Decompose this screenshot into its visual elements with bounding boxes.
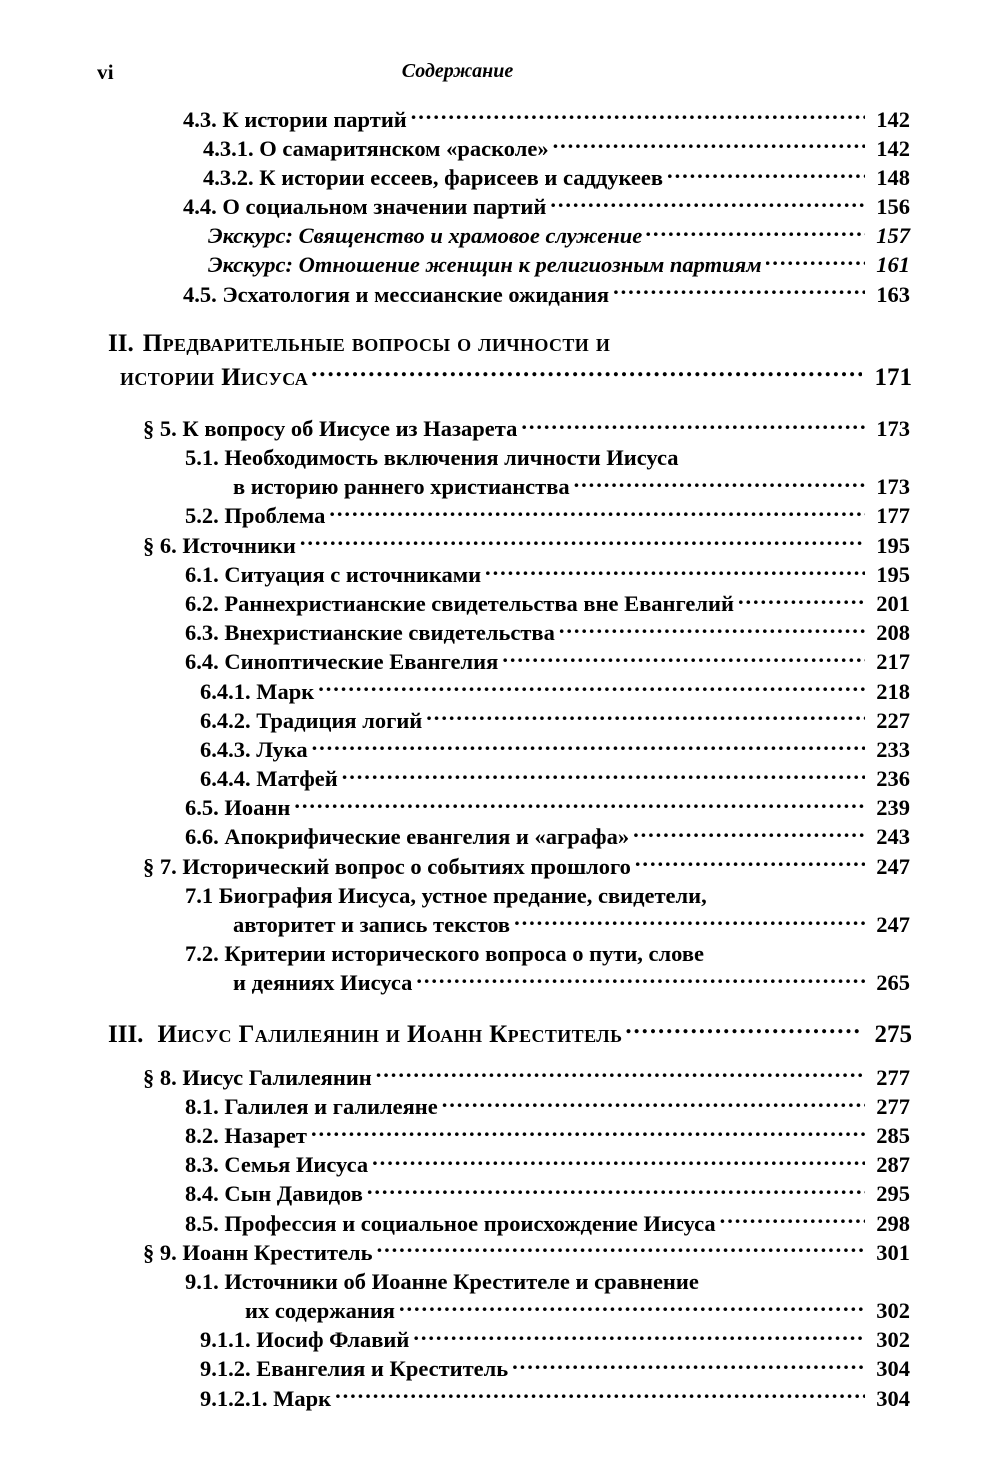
chapter-numeral: II. (108, 330, 134, 358)
toc-entry-page-number: 236 (876, 766, 910, 792)
toc-entry[interactable] (0, 880, 1000, 909)
dot-leader (342, 764, 865, 787)
dot-leader (367, 1179, 865, 1202)
toc-entry-title: 6.4.2. Традиция логий (200, 707, 423, 733)
toc-entry-title: § 7. Исторический вопрос о событиях прошлого (143, 853, 631, 879)
dot-leader (514, 910, 865, 933)
dot-leader (667, 162, 865, 185)
toc-entry-page-number: 142 (876, 135, 910, 161)
toc-entry-page-number: 298 (876, 1210, 910, 1236)
dot-leader (411, 104, 865, 127)
toc-entry-page-number: 218 (876, 678, 910, 704)
toc-entry-title: 6.4.3. Лука (200, 736, 308, 762)
running-title: Содержание (401, 60, 514, 82)
toc-entry-title: 5.1. Необходимость включения личности Иисуса (185, 445, 679, 470)
toc-entry-page-number: 302 (876, 1298, 910, 1324)
toc-entry-title: в историю раннего христианства (233, 474, 570, 500)
toc-entry-title: 8.4. Сын Давидов (185, 1181, 363, 1207)
toc-entry[interactable] (0, 472, 1000, 501)
toc-entry-page-number: 156 (876, 194, 910, 220)
toc-entry-page-number: 277 (876, 1064, 910, 1090)
toc-entry-page-number: 243 (876, 824, 910, 850)
toc-group-chapter-2 (0, 413, 1000, 997)
toc-entry-title: 4.4. О социальном значении партий (183, 194, 547, 220)
toc-entry-title: 4.3.1. О самаритянском «расколе» (203, 135, 549, 161)
dot-leader (318, 676, 865, 699)
toc-entry-page-number: 217 (876, 649, 910, 675)
toc-entry-title: 9.1.2.1. Марк (200, 1385, 332, 1411)
dot-leader (521, 413, 865, 436)
chapter-heading-line-1 (108, 328, 912, 360)
toc-entry[interactable] (0, 588, 1000, 617)
toc-entry-page-number: 265 (876, 970, 910, 996)
dot-leader (426, 705, 865, 728)
chapter-page-number: 171 (874, 364, 912, 392)
spacer (0, 308, 1000, 328)
chapter-numeral: III. (108, 1021, 144, 1049)
toc-entry-title: и деяниях Иисуса (233, 970, 413, 996)
toc-entry[interactable] (0, 705, 1000, 734)
toc-entry-page-number: 208 (876, 620, 910, 646)
dot-leader (738, 588, 865, 611)
dot-leader (416, 968, 865, 991)
toc-entry-page-number: 233 (876, 736, 910, 762)
toc-entry-title: 7.2. Критерии исторического вопроса о пути, слове (185, 941, 704, 967)
toc-entry[interactable] (0, 1266, 1000, 1295)
toc-entry-title: 6.5. Иоанн (185, 795, 291, 821)
toc-entry-page-number: 195 (876, 561, 910, 587)
spacer (0, 1051, 1000, 1062)
dot-leader (300, 530, 865, 553)
toc-entry-page-number: 239 (876, 795, 910, 821)
dot-leader (376, 1062, 865, 1085)
toc-entry[interactable] (0, 413, 1000, 442)
dot-leader (703, 1266, 865, 1289)
toc-entry[interactable] (0, 559, 1000, 588)
toc-entry[interactable] (0, 192, 1000, 221)
dot-leader (613, 279, 865, 302)
toc-entry-title: 4.3. К истории партий (183, 106, 407, 132)
dot-leader (442, 1091, 865, 1114)
toc-entry-title: 6.1. Ситуация с источниками (185, 561, 482, 587)
toc-entry-page-number: 142 (876, 106, 910, 132)
toc-group-chapter-3 (0, 1062, 1000, 1412)
toc-entry-page-number: 163 (876, 281, 910, 307)
dot-leader (550, 192, 865, 215)
dot-leader (312, 734, 865, 757)
chapter-heading-line-2 (108, 360, 912, 394)
toc-entry-title: Экскурс: Священство и храмовое служение (208, 223, 643, 249)
toc-entry-page-number: 157 (876, 223, 910, 249)
toc-entry-title: 4.5. Эсхатология и мессианские ожидания (183, 281, 610, 307)
toc-entry-title: 9.1.1. Иосиф Флавий (200, 1327, 410, 1353)
toc-entry[interactable] (0, 1150, 1000, 1179)
dot-leader (553, 133, 865, 156)
toc-entry[interactable] (0, 1091, 1000, 1120)
toc-entry-page-number: 195 (876, 532, 910, 558)
spacer (0, 997, 1000, 1017)
chapter-heading-ii[interactable] (0, 328, 1000, 394)
toc-entry-title: 6.3. Внехристианские свидетельства (185, 620, 555, 646)
toc-entry-page-number: 287 (876, 1152, 910, 1178)
toc-entry-page-number: 148 (876, 164, 910, 190)
toc-entry-title: 7.1 Биография Иисуса, устное предание, свидетели, (185, 882, 707, 908)
dot-leader (372, 1150, 865, 1173)
chapter-title-part-1: Предварительные вопросы о личности и (142, 330, 611, 358)
toc-entry[interactable] (0, 162, 1000, 191)
toc-entry[interactable] (0, 1120, 1000, 1149)
dot-leader (377, 1237, 865, 1260)
toc-entry-page-number: 304 (876, 1356, 910, 1382)
toc-entry-page-number: 304 (876, 1385, 910, 1411)
toc-entry[interactable] (0, 443, 1000, 472)
dot-leader (635, 851, 865, 874)
dot-leader (708, 939, 865, 962)
dot-leader (413, 1325, 865, 1348)
toc-group-chapter-1-tail (0, 104, 1000, 308)
toc-entry[interactable] (0, 968, 1000, 997)
spacer (0, 394, 1000, 413)
toc-entry-title: 8.5. Профессия и социальное происхождение Иисуса (185, 1210, 716, 1236)
toc-entry[interactable] (0, 501, 1000, 530)
toc-entry-page-number: 227 (876, 707, 910, 733)
toc-entry[interactable] (0, 676, 1000, 705)
dot-leader (646, 221, 865, 244)
dot-leader (711, 880, 865, 903)
dot-leader (329, 501, 865, 524)
toc-entry[interactable] (0, 1208, 1000, 1237)
chapter-heading-iii[interactable] (0, 1017, 1000, 1051)
toc-entry-page-number: 295 (876, 1181, 910, 1207)
toc-entry-title: 9.1.2. Евангелия и Креститель (200, 1356, 509, 1382)
toc-entry-title: § 6. Источники (143, 532, 296, 558)
dot-leader (311, 1120, 865, 1143)
dot-leader (311, 360, 862, 385)
toc-entry-title: 6.4.4. Матфей (200, 766, 338, 792)
toc-entry[interactable] (0, 822, 1000, 851)
toc-entry[interactable] (0, 618, 1000, 647)
toc-entry[interactable] (0, 250, 1000, 279)
chapter-title-part-2: истории Иисуса (120, 364, 309, 392)
dot-leader (574, 472, 865, 495)
dot-leader (485, 559, 865, 582)
dot-leader (720, 1208, 865, 1231)
dot-leader (502, 647, 865, 670)
toc-entry-page-number: 285 (876, 1122, 910, 1148)
toc-entry[interactable] (0, 1237, 1000, 1266)
table-of-contents (0, 104, 1000, 1412)
toc-entry[interactable] (0, 647, 1000, 676)
dot-leader (512, 1354, 865, 1377)
toc-entry[interactable] (0, 734, 1000, 763)
toc-entry[interactable] (0, 1179, 1000, 1208)
toc-entry-title: 6.4.1. Марк (200, 678, 315, 704)
chapter-page-number: 275 (874, 1021, 912, 1049)
toc-entry-page-number: 277 (876, 1093, 910, 1119)
dot-leader (766, 250, 865, 273)
dot-leader (683, 443, 865, 466)
toc-entry-title: 6.4. Синоптические Евангелия (185, 649, 499, 675)
toc-entry[interactable] (0, 1296, 1000, 1325)
toc-entry[interactable] (0, 910, 1000, 939)
toc-entry-title: Экскурс: Отношение женщин к религиозным партиям (208, 252, 762, 278)
toc-entry-page-number: 301 (876, 1239, 910, 1265)
chapter-title-part-1: Иисус Галилеянин и Иоанн Креститель (157, 1021, 623, 1049)
toc-entry-title: 6.2. Раннехристианские свидетельства вне Евангелий (185, 590, 734, 616)
toc-entry[interactable] (0, 133, 1000, 162)
toc-entry-title: авторитет и запись текстов (233, 912, 511, 937)
dot-leader (559, 618, 865, 641)
toc-entry[interactable] (0, 851, 1000, 880)
toc-entry-title: § 5. К вопросу об Иисусе из Назарета (143, 415, 518, 441)
toc-entry[interactable] (0, 104, 1000, 133)
toc-entry-title: 8.1. Галилея и галилеяне (185, 1093, 438, 1119)
toc-entry-title: 9.1. Источники об Иоанне Крестителе и сравнение (185, 1268, 699, 1294)
dot-leader (633, 822, 865, 845)
toc-entry[interactable] (0, 793, 1000, 822)
toc-entry-page-number: 161 (876, 252, 910, 278)
toc-entry[interactable] (0, 1062, 1000, 1091)
toc-entry-title: 4.3.2. К истории ессеев, фарисеев и саддукеев (203, 164, 664, 190)
dot-leader (294, 793, 865, 816)
toc-entry[interactable] (0, 1325, 1000, 1354)
toc-entry-page-number: 173 (876, 415, 910, 441)
toc-entry[interactable] (0, 279, 1000, 308)
toc-entry-title: 8.3. Семья Иисуса (185, 1152, 369, 1178)
dot-leader (399, 1296, 865, 1319)
toc-entry-title: 5.2. Проблема (185, 503, 326, 529)
toc-entry[interactable] (0, 221, 1000, 250)
toc-entry-page-number: 247 (876, 853, 910, 879)
running-head (0, 60, 1000, 90)
toc-entry-title: § 9. Иоанн Креститель (143, 1239, 373, 1265)
toc-entry-page-number: 302 (876, 1327, 910, 1353)
toc-entry-page-number: 201 (876, 590, 910, 616)
toc-entry[interactable] (0, 530, 1000, 559)
toc-entry[interactable] (0, 939, 1000, 968)
toc-entry-title: § 8. Иисус Галилеянин (143, 1064, 372, 1090)
page-folio: vi (97, 60, 114, 84)
toc-entry-page-number: 247 (876, 912, 910, 937)
toc-entry-page-number: 173 (876, 474, 910, 500)
chapter-heading-line-1 (108, 1017, 912, 1051)
toc-entry[interactable] (0, 1354, 1000, 1383)
toc-entry[interactable] (0, 764, 1000, 793)
dot-leader (625, 1017, 862, 1042)
toc-entry-title: их содержания (245, 1298, 395, 1324)
toc-entry[interactable] (0, 1383, 1000, 1412)
dot-leader (335, 1383, 865, 1406)
toc-entry-page-number: 177 (876, 503, 910, 529)
toc-entry-title: 6.6. Апокрифические евангелия и «аграфа» (185, 824, 630, 850)
toc-entry-title: 8.2. Назарет (185, 1122, 307, 1148)
